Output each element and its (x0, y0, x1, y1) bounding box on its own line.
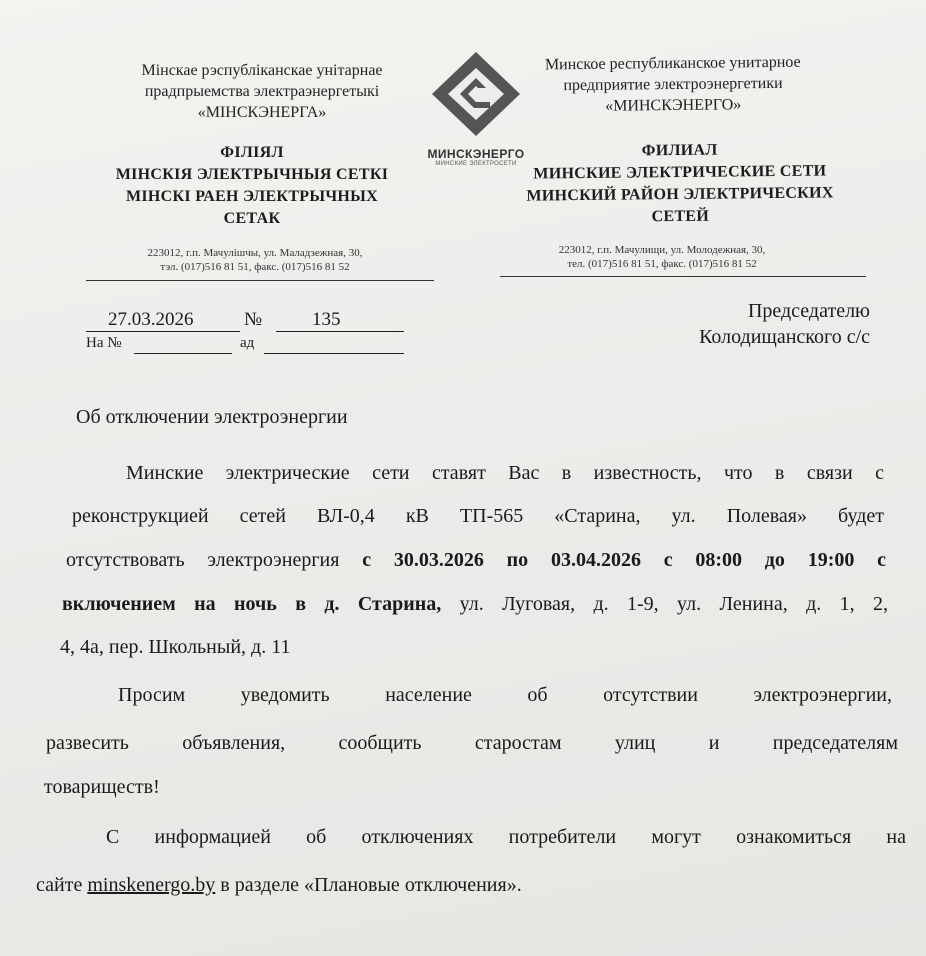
reference-underline (134, 353, 232, 354)
left-branch-line: ФІЛІЯЛ (220, 144, 284, 161)
body-text: Минские электрические сети ставят Вас в известность, что в связи с (126, 462, 884, 484)
body-text: товариществ! (44, 776, 160, 798)
right-org-line: Минское республиканское унитарное (544, 53, 801, 74)
reference-from-label: ад (240, 335, 255, 351)
letter-number: 135 (312, 309, 341, 330)
paragraph-2-line (118, 678, 892, 712)
left-branch-name (82, 142, 422, 230)
right-branch-line: МИНСКИЕ ЭЛЕКТРИЧЕСКИЕ СЕТИ (533, 162, 827, 183)
number-label: № (244, 309, 263, 330)
right-org-name (508, 51, 839, 117)
reference-label: На № (86, 335, 122, 351)
left-org-line: прадпрыемства электраэнергетыкі (144, 83, 380, 100)
left-org-name (112, 60, 412, 123)
body-text: отсутствовать электроэнергия (66, 549, 340, 571)
body-text: развесить объявления, сообщить старостам улиц и председателям (46, 732, 898, 754)
paragraph-3-line (36, 868, 522, 902)
right-org-line: «МИНСКЭНЕРГО» (605, 96, 742, 115)
paragraph-1-line (126, 456, 884, 490)
website-link[interactable]: minskenergo.by (87, 874, 216, 896)
header-divider-right (500, 276, 866, 277)
letter-subject: Об отключении электроэнергии (76, 406, 348, 428)
logo-subtitle: МИНСКИЕ ЭЛЕКТРОСЕТИ (435, 161, 517, 167)
body-text: ул. Луговая, д. 1-9, ул. Ленина, д. 1, 2, (459, 593, 888, 615)
recipient-org: Колодищанского с/с (699, 326, 870, 348)
date-underline (86, 331, 240, 332)
right-org-line: предприятие электроэнергетики (563, 74, 783, 95)
outage-period: с 30.03.2026 по 03.04.2026 с 08:00 до 19:00 с (362, 549, 887, 571)
left-org-line: Мінскае рэспубліканскае унітарнае (141, 62, 383, 79)
body-text: С информацией об отключениях потребители могут ознакомиться на (106, 826, 906, 848)
logo-diamond-icon (420, 48, 532, 140)
body-text: сайте (36, 874, 83, 896)
paragraph-2-line (46, 726, 898, 760)
left-address-line: тэл. (017)516 81 51, факс. (017)516 81 52 (160, 261, 350, 273)
outage-location: включением на ночь в д. Старина, (62, 593, 442, 615)
logo-title: МИНСКЭНЕРГО (427, 147, 525, 161)
right-branch-line: СЕТЕЙ (651, 207, 710, 226)
paragraph-1-line (62, 587, 888, 621)
paragraph-1-line (60, 630, 290, 664)
left-branch-line: МІНСКІ РАЕН ЭЛЕКТРЫЧНЫХ (125, 188, 379, 205)
paragraph-1-line (66, 543, 886, 577)
left-branch-line: МІНСКІЯ ЭЛЕКТРЫЧНЫЯ СЕТКІ (115, 166, 389, 183)
paragraph-3-line (106, 820, 906, 854)
right-branch-line: МИНСКИЙ РАЙОН ЭЛЕКТРИЧЕСКИХ (526, 184, 834, 205)
recipient-title: Председателю (747, 300, 870, 322)
left-org-line: «МІНСКЭНЕРГА» (197, 104, 327, 121)
paragraph-2-line (44, 770, 160, 804)
number-underline (276, 331, 404, 332)
right-address-line: 223012, г.п. Мачулищи, ул. Молодежная, 30, (558, 244, 766, 256)
right-branch-name (490, 138, 871, 230)
letter-date: 27.03.2026 (108, 309, 194, 330)
reference-from-underline (264, 353, 404, 354)
body-text: реконструкцией сетей ВЛ-0,4 кВ ТП-565 «Старина, ул. Полевая» будет (72, 505, 884, 527)
left-address-line: 223012, г.п. Мачулішчы, ул. Маладзежная, 30, (147, 247, 363, 259)
body-text: 4, 4а, пер. Школьный, д. 11 (60, 636, 291, 658)
left-address (100, 246, 410, 274)
header-divider-left (86, 280, 434, 281)
left-branch-line: СЕТАК (223, 210, 281, 227)
body-text: в разделе «Плановые отключения». (220, 874, 522, 896)
right-address-line: тел. (017)516 81 51, факс. (017)516 81 52 (567, 258, 757, 270)
recipient (640, 298, 870, 350)
right-address (512, 243, 812, 271)
body-text: Просим уведомить население об отсутствии электроэнергии, (118, 684, 892, 706)
right-branch-line: ФИЛИАЛ (641, 141, 718, 160)
paragraph-1-line (72, 499, 884, 533)
